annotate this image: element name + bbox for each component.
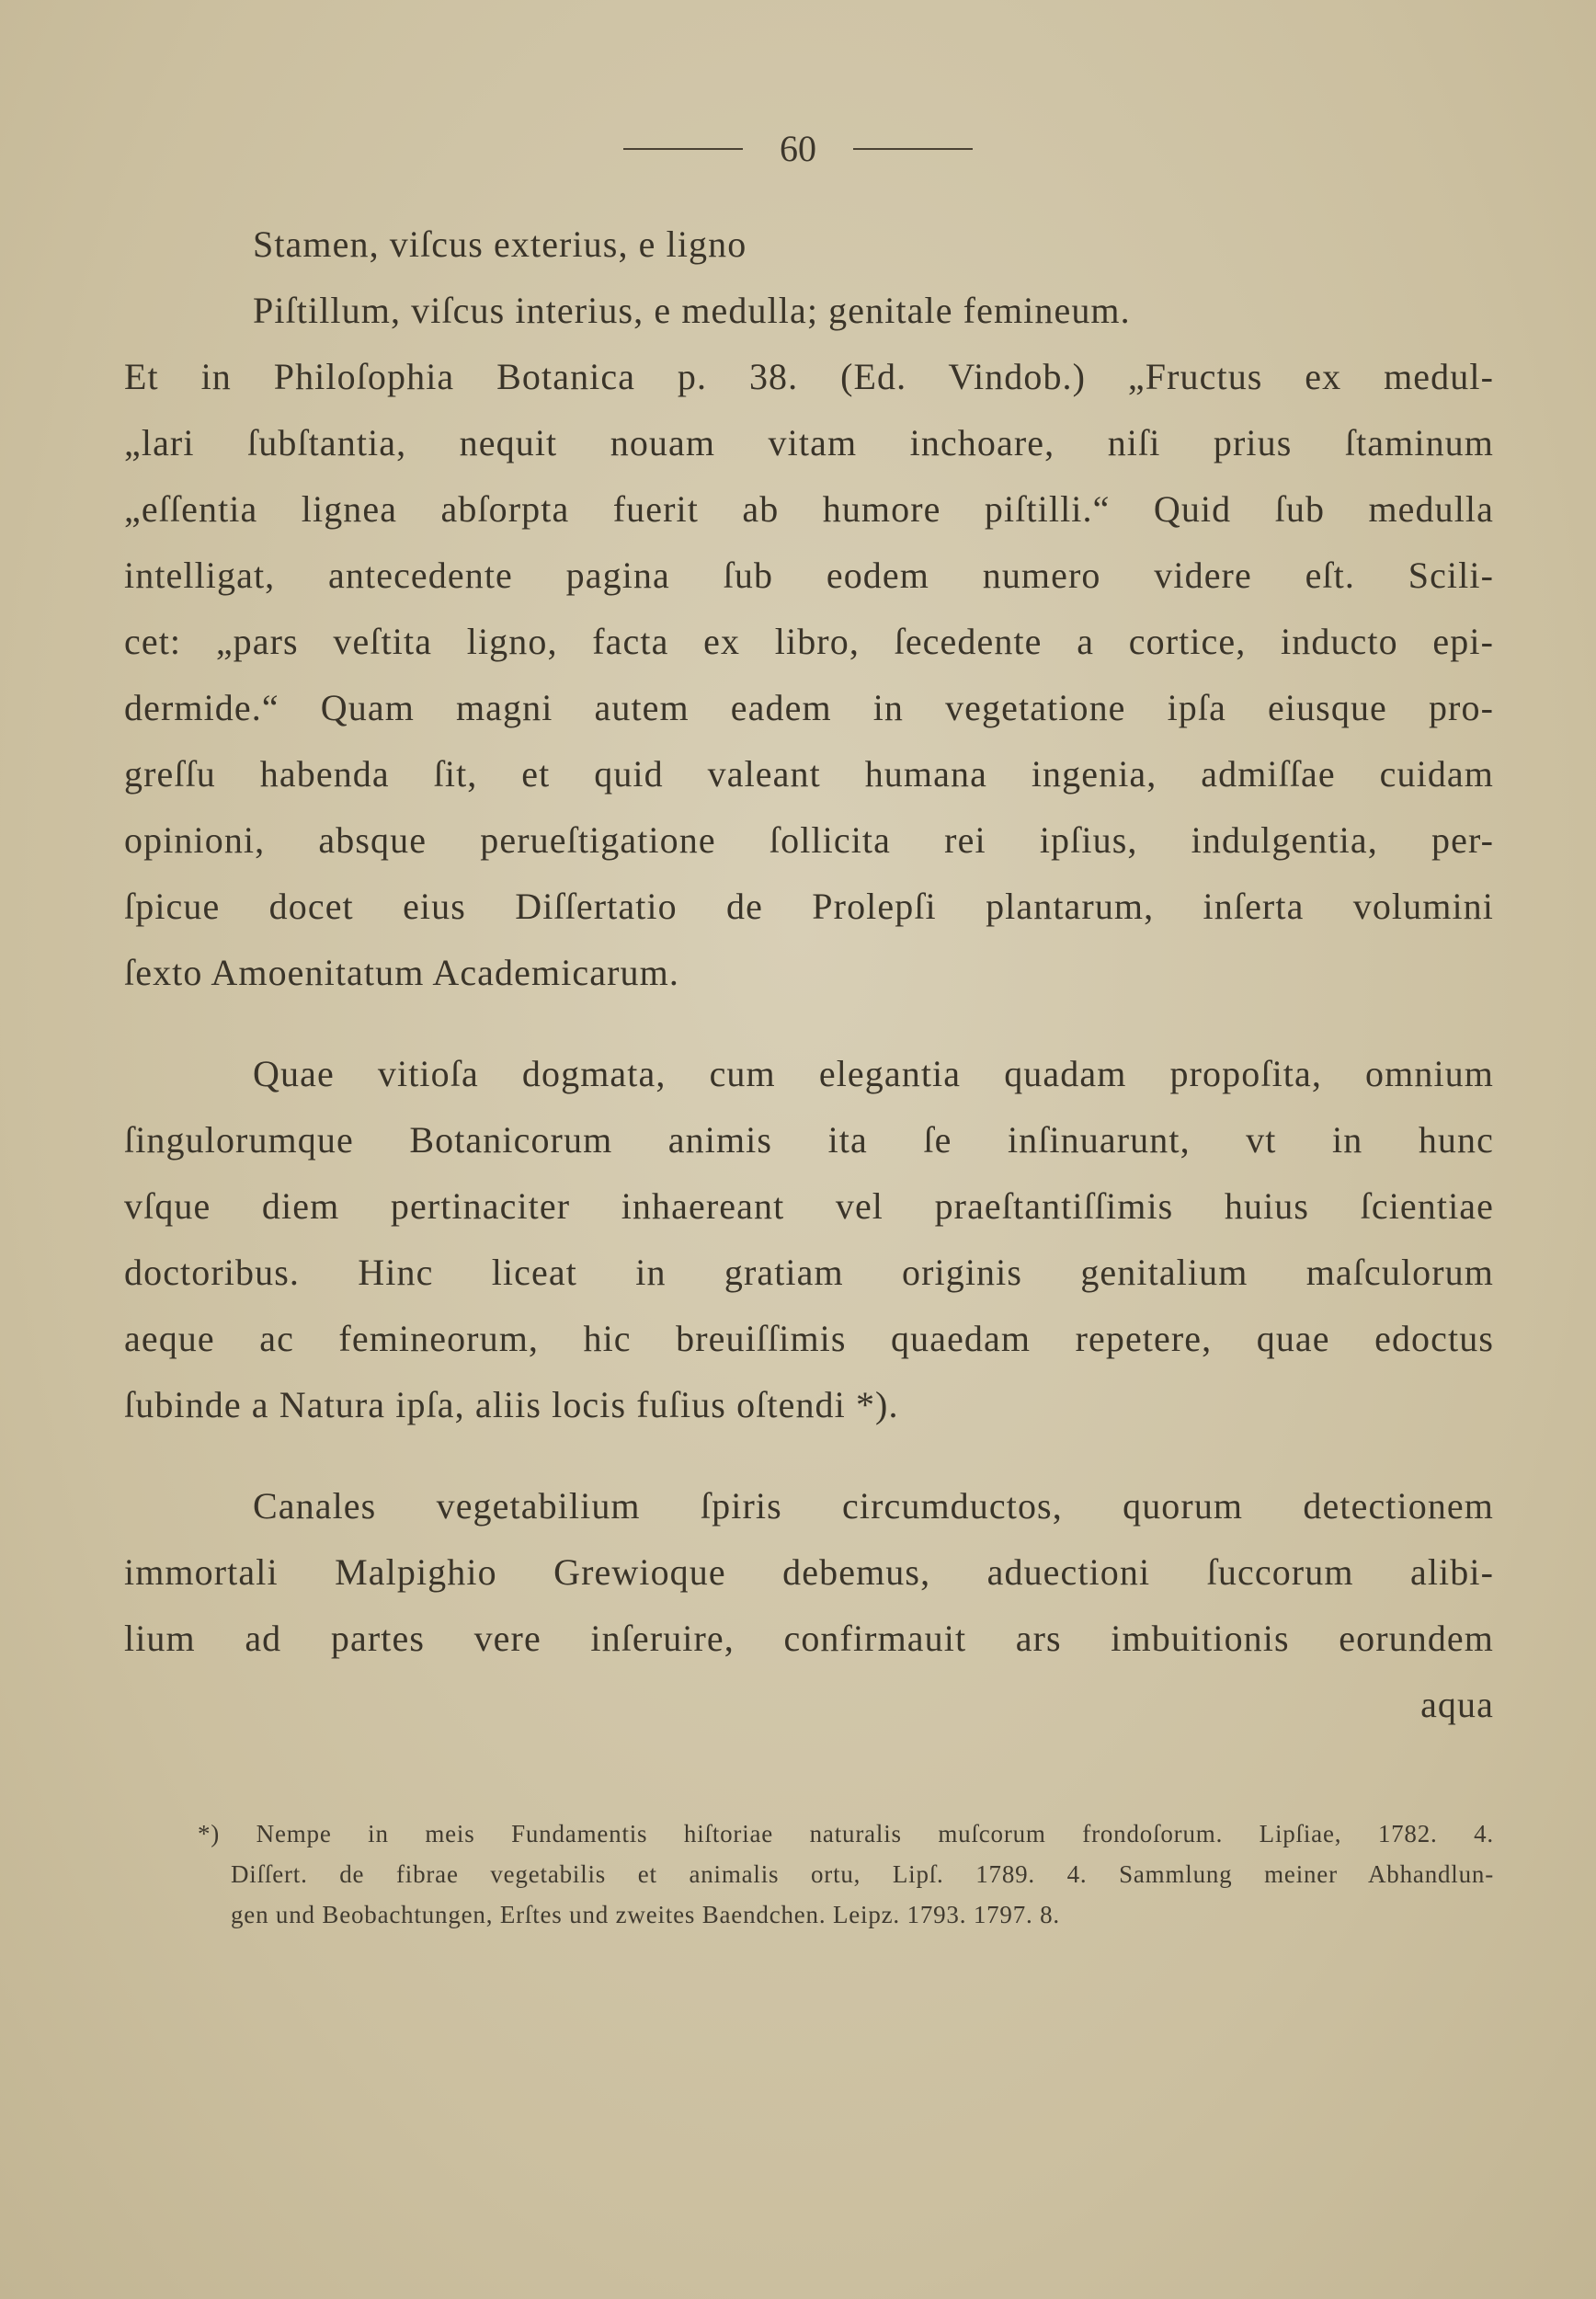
text-line: Piſtillum, viſcus interius, e medulla; genitale femineum. (253, 290, 1131, 331)
header-rule-right (853, 148, 973, 150)
body-text (124, 212, 1494, 1738)
text-line: „eſſentia lignea abſorpta fuerit ab humore piſtilli.“ Quid ſub medulla (124, 488, 1494, 530)
text-line: ſpicue docet eius Diſſertatio de Prolepſi plantarum, inſerta volumini (124, 886, 1494, 927)
text-line: ſexto Amoenitatum Academicarum. (124, 952, 679, 993)
footnote-line: Diſſert. de fibrae vegetabilis et animalis ortu, Lipſ. 1789. 4. Sammlung meiner Abhandlun- (231, 1860, 1494, 1888)
text-line: ſubinde a Natura ipſa, aliis locis fuſius oſtendi *). (124, 1384, 899, 1425)
footnotes (198, 1813, 1494, 1935)
text-line: cet: „pars veſtita ligno, facta ex libro, ſecedente a cortice, inducto epi- (124, 621, 1494, 662)
text-line: Quae vitioſa dogmata, cum elegantia quadam propoſita, omnium (253, 1053, 1494, 1094)
text-line: intelligat, antecedente pagina ſub eodem numero videre eſt. Scili- (124, 555, 1494, 596)
footnote-line: gen und Beobachtungen, Erſtes und zweites Baendchen. Leipz. 1793. 1797. 8. (231, 1901, 1060, 1928)
text-line: Et in Philoſophia Botanica p. 38. (Ed. Vindob.) „Fructus ex medul- (124, 356, 1494, 397)
text-line: „lari ſubſtantia, nequit nouam vitam inchoare, niſi prius ſtaminum (124, 422, 1494, 463)
text-line: Stamen, viſcus exterius, e ligno (253, 223, 747, 265)
paragraph-gap (124, 1438, 1494, 1473)
header-rule-left (623, 148, 743, 150)
paragraph-gap (124, 1006, 1494, 1041)
text-line: doctoribus. Hinc liceat in gratiam originis genitalium maſculorum (124, 1252, 1494, 1293)
page-header (0, 127, 1596, 170)
text-line: lium ad partes vere inſeruire, confirmauit ars imbuitionis eorundem (124, 1618, 1494, 1659)
text-line: aeque ac femineorum, hic breuiſſimis quaedam repetere, quae edoctus (124, 1318, 1494, 1359)
text-line: Canales vegetabilium ſpiris circumductos, quorum detectionem (253, 1485, 1494, 1527)
text-line: dermide.“ Quam magni autem eadem in vegetatione ipſa eiusque pro- (124, 687, 1494, 728)
page-number: 60 (780, 128, 816, 169)
text-line: immortali Malpighio Grewioque debemus, aduectioni ſuccorum alibi- (124, 1551, 1494, 1593)
text-line: vſque diem pertinaciter inhaereant vel praeſtantiſſimis huius ſcientiae (124, 1185, 1494, 1227)
footnote-line: *) Nempe in meis Fundamentis hiſtoriae naturalis muſcorum frondoſorum. Lipſiae, 1782. 4. (198, 1820, 1494, 1847)
text-line: opinioni, absque perueſtigatione ſollicita rei ipſius, indulgentia, per- (124, 819, 1494, 861)
text-line: ſingulorumque Botanicorum animis ita ſe inſinuarunt, vt in hunc (124, 1119, 1494, 1161)
text-line: greſſu habenda ſit, et quid valeant humana ingenia, admiſſae cuidam (124, 753, 1494, 795)
catchword: aqua (1420, 1684, 1494, 1725)
